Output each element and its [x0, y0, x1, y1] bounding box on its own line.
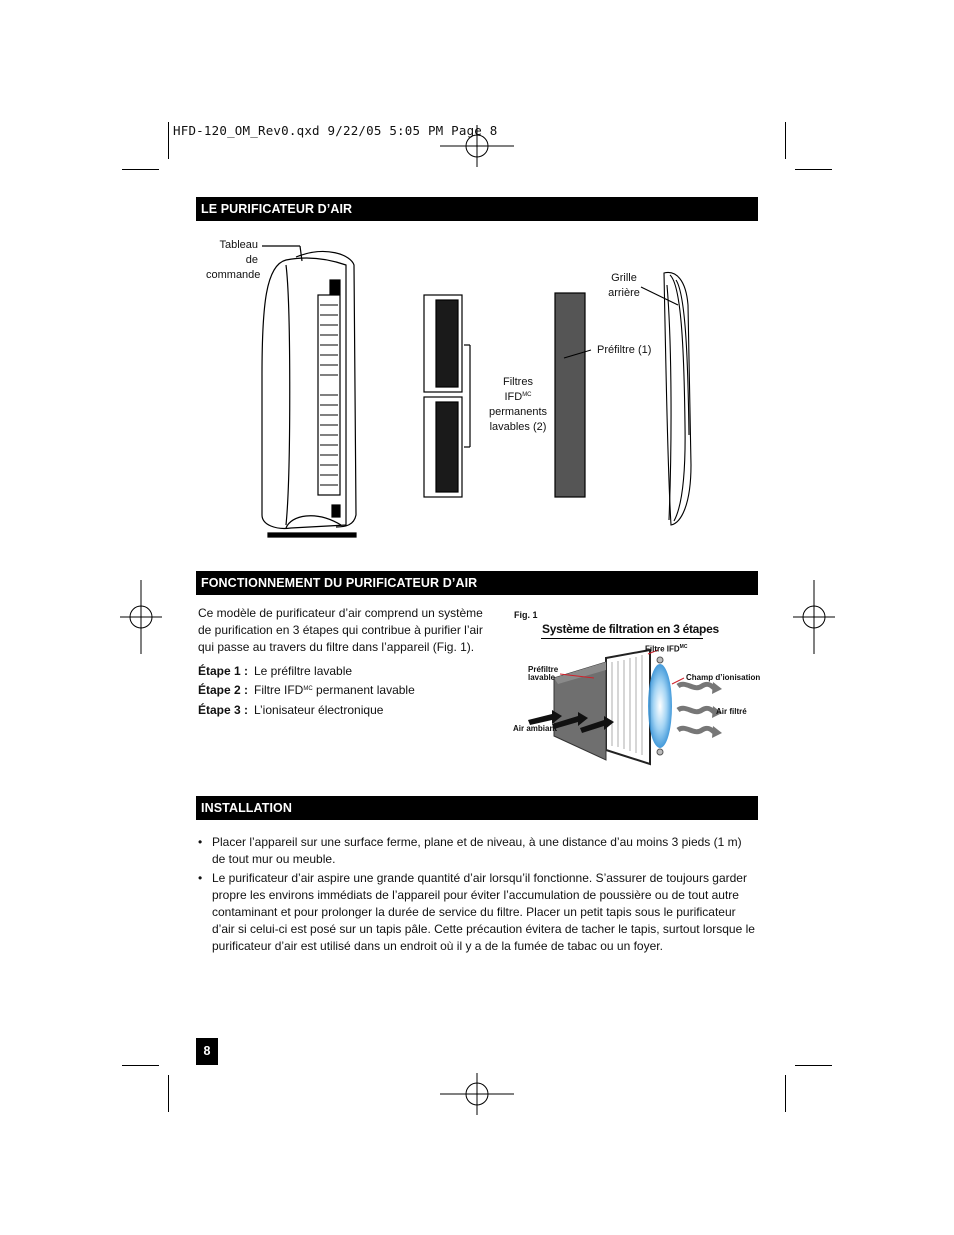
section-title-operation: FONCTIONNEMENT DU PURIFICATEUR D’AIR [196, 571, 758, 595]
fig-ionization-label: Champ d’ionisation [686, 673, 761, 682]
filtration-diagram [508, 640, 761, 770]
fig-ifd-filter-label: Filtre $IFD^{MC}$ [645, 644, 688, 654]
step-2: Étape 2 : Filtre $IFD^{MC}$ permanent lavable [198, 683, 415, 697]
figure-label: Fig. 1 [514, 610, 538, 620]
section-title-installation: INSTALLATION [196, 796, 758, 820]
installation-bullet: • Placer l’appareil sur une surface ferme, plane et de niveau, à une distance d’au moins 3 pieds (1 m) de tout mur ou meuble. [198, 835, 742, 866]
prefilter-label: Préfiltre (1) [597, 344, 652, 356]
page-number: 8 [196, 1038, 218, 1065]
printer-slug: HFD-120_OM_Rev0.qxd 9/22/05 5:05 PM Page 8 [173, 123, 498, 138]
purifier-parts-diagram [196, 225, 758, 545]
fig-ambient-air-label: Air ambiant [513, 724, 558, 733]
fig-prefilter-label: Préfiltre lavable [528, 665, 559, 682]
rear-grille-label: Grille arrière [608, 272, 640, 299]
operation-intro: Ce modèle de purificateur d’air comprend un système de purification en 3 étapes qui contribue à purifier l’air qui passe au travers du filtre dans l’appareil (Fig. 1). [198, 606, 483, 654]
fig-filtered-air-label: Air filtré [716, 707, 747, 716]
ifd-filters-label: Filtres $IFD^{MC}$ permanents lavables (2) [488, 376, 548, 433]
step-1: Étape 1 : Le préfiltre lavable [198, 664, 353, 678]
figure-title: Système de filtration en 3 étapes [542, 622, 719, 636]
section-title-purifier: LE PURIFICATEUR D’AIR [196, 197, 758, 221]
control-panel-label: Tableau de commande [206, 239, 261, 281]
step-3: Étape 3 : L’ionisateur électronique [198, 703, 384, 717]
installation-bullet: • Le purificateur d’air aspire une grande quantité d’air lorsqu’il fonctionne. S’assurer de toujours garder propre les environs immédiats de l’appareil pour éviter l’accumulation de poussière ou de tout autre contaminant et pour prolonger la durée de service du filtre. Placer un petit tapis sous le purificateur d’air si celui-ci est posé sur un tapis pâle. Cette précaution évitera de tacher le tapis, surtout lorsque le purificateur d’air est utilisé dans un endroit où il y a de la fumée de tabac ou un foyer. [198, 871, 755, 953]
figure-title-rule [541, 638, 703, 639]
